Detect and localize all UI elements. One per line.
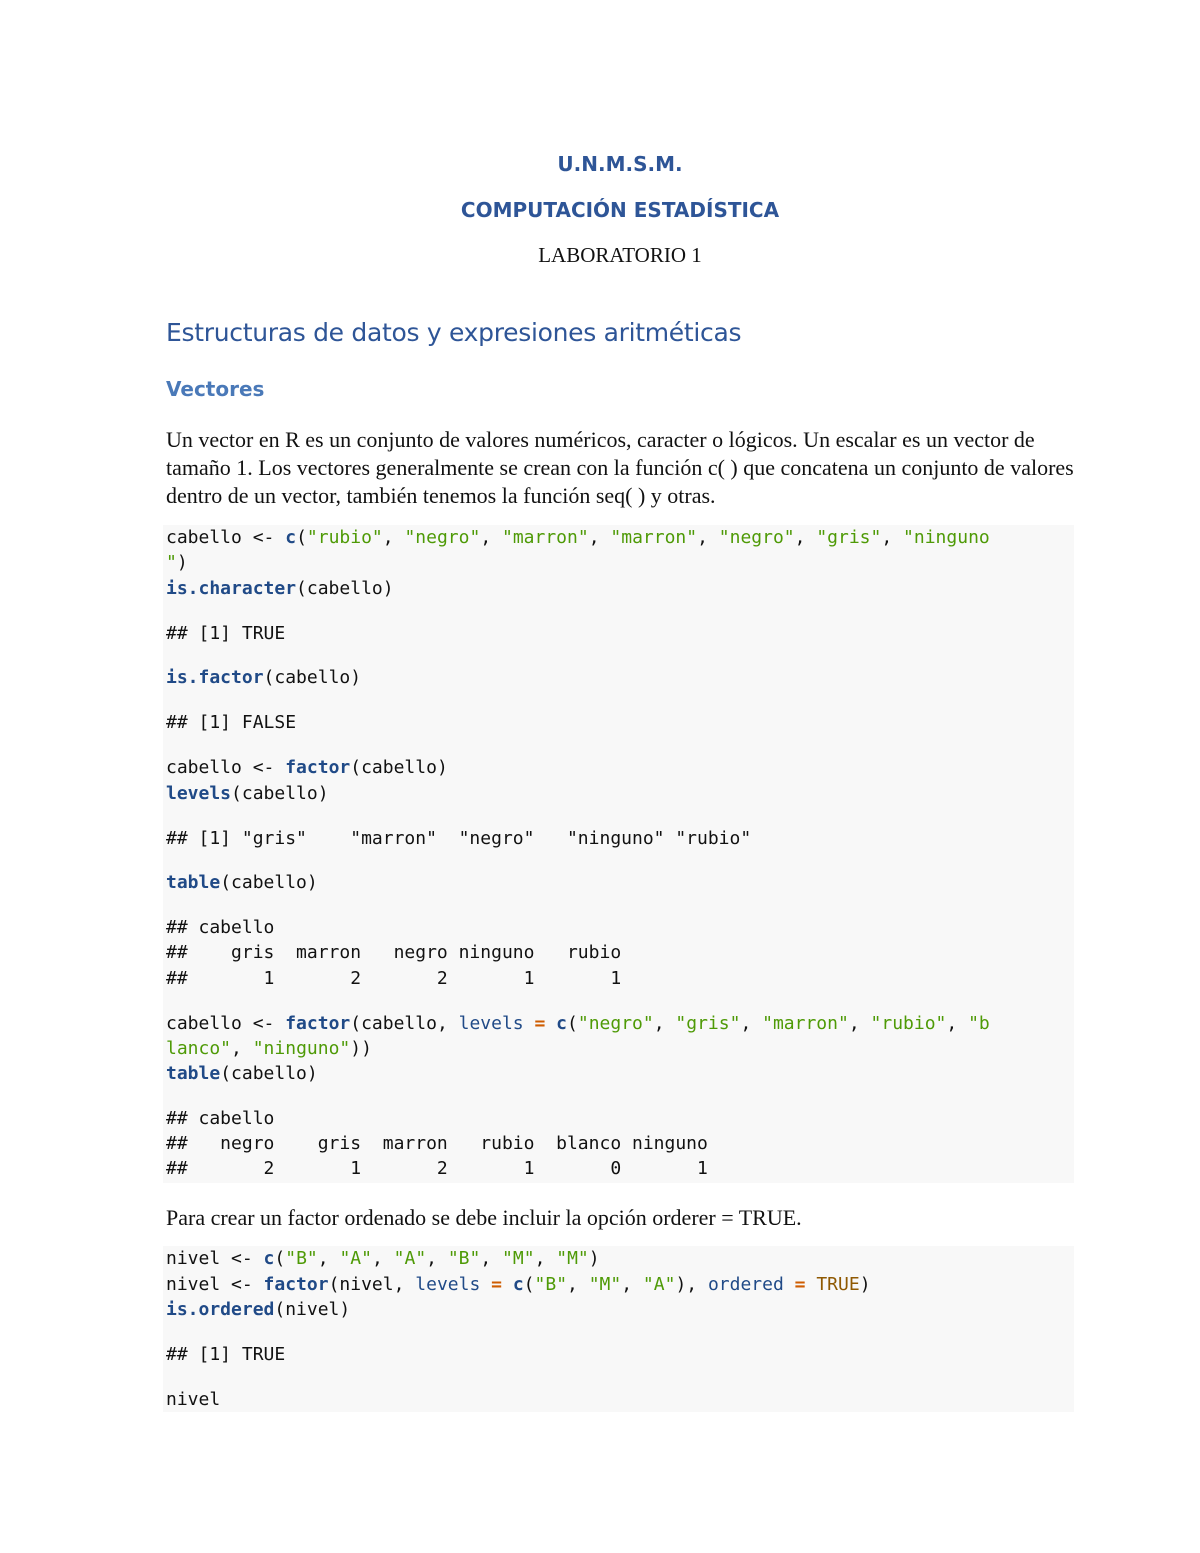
code-line: table(cabello) [166, 1063, 318, 1084]
code-line: cabello <- factor(cabello) [166, 757, 448, 778]
code-line: table(cabello) [166, 872, 318, 893]
code-line: lanco", "ninguno")) [166, 1038, 372, 1059]
output-line: ## [1] "gris" "marron" "negro" "ninguno" "rubio" [166, 828, 752, 849]
code-line: cabello <- c("rubio", "negro", "marron", "marron", "negro", "gris", "ninguno [166, 527, 990, 548]
output-line: ## cabello [166, 1108, 275, 1129]
section-heading: Estructuras de datos y expresiones aritméticas [166, 318, 742, 347]
lab-title: LABORATORIO 1 [538, 243, 702, 267]
code-line: ") [166, 552, 188, 573]
code-line: is.factor(cabello) [166, 667, 362, 688]
output-line: ## negro gris marron rubio blanco ninguno [166, 1133, 708, 1154]
output-line: ## [1] FALSE [166, 712, 297, 733]
output-line: ## [1] TRUE [166, 623, 286, 644]
course-title: COMPUTACIÓN ESTADÍSTICA [460, 198, 780, 222]
code-line: levels(cabello) [166, 783, 329, 804]
code-line: is.character(cabello) [166, 578, 394, 599]
university-title: U.N.M.S.M. [557, 152, 683, 176]
code-line: is.ordered(nivel) [166, 1299, 351, 1320]
output-line: ## cabello [166, 917, 275, 938]
ordered-paragraph: Para crear un factor ordenado se debe incluir la opción orderer = TRUE. [166, 1205, 802, 1230]
code-line: nivel [166, 1389, 221, 1410]
output-line: ## 1 2 2 1 1 [166, 968, 622, 989]
code-line: nivel <- factor(nivel, levels = c("B", "M", "A"), ordered = TRUE) [166, 1274, 871, 1295]
subsection-heading: Vectores [166, 377, 265, 401]
intro-paragraph: Un vector en R es un conjunto de valores numéricos, caracter o lógicos. Un escalar es un vector de tamaño 1. Los vectores generalmente se crean con la función c( ) que concatena un conjunto de valores dentro de un vector, también tenemos la función seq( ) y otras. [166, 427, 1074, 508]
output-line: ## [1] TRUE [166, 1344, 286, 1365]
code-line: nivel <- c("B", "A", "A", "B", "M", "M") [166, 1248, 600, 1269]
output-line: ## gris marron negro ninguno rubio [166, 942, 622, 963]
output-line: ## 2 1 2 1 0 1 [166, 1158, 708, 1179]
code-line: cabello <- factor(cabello, levels = c("negro", "gris", "marron", "rubio", "b [166, 1013, 990, 1034]
